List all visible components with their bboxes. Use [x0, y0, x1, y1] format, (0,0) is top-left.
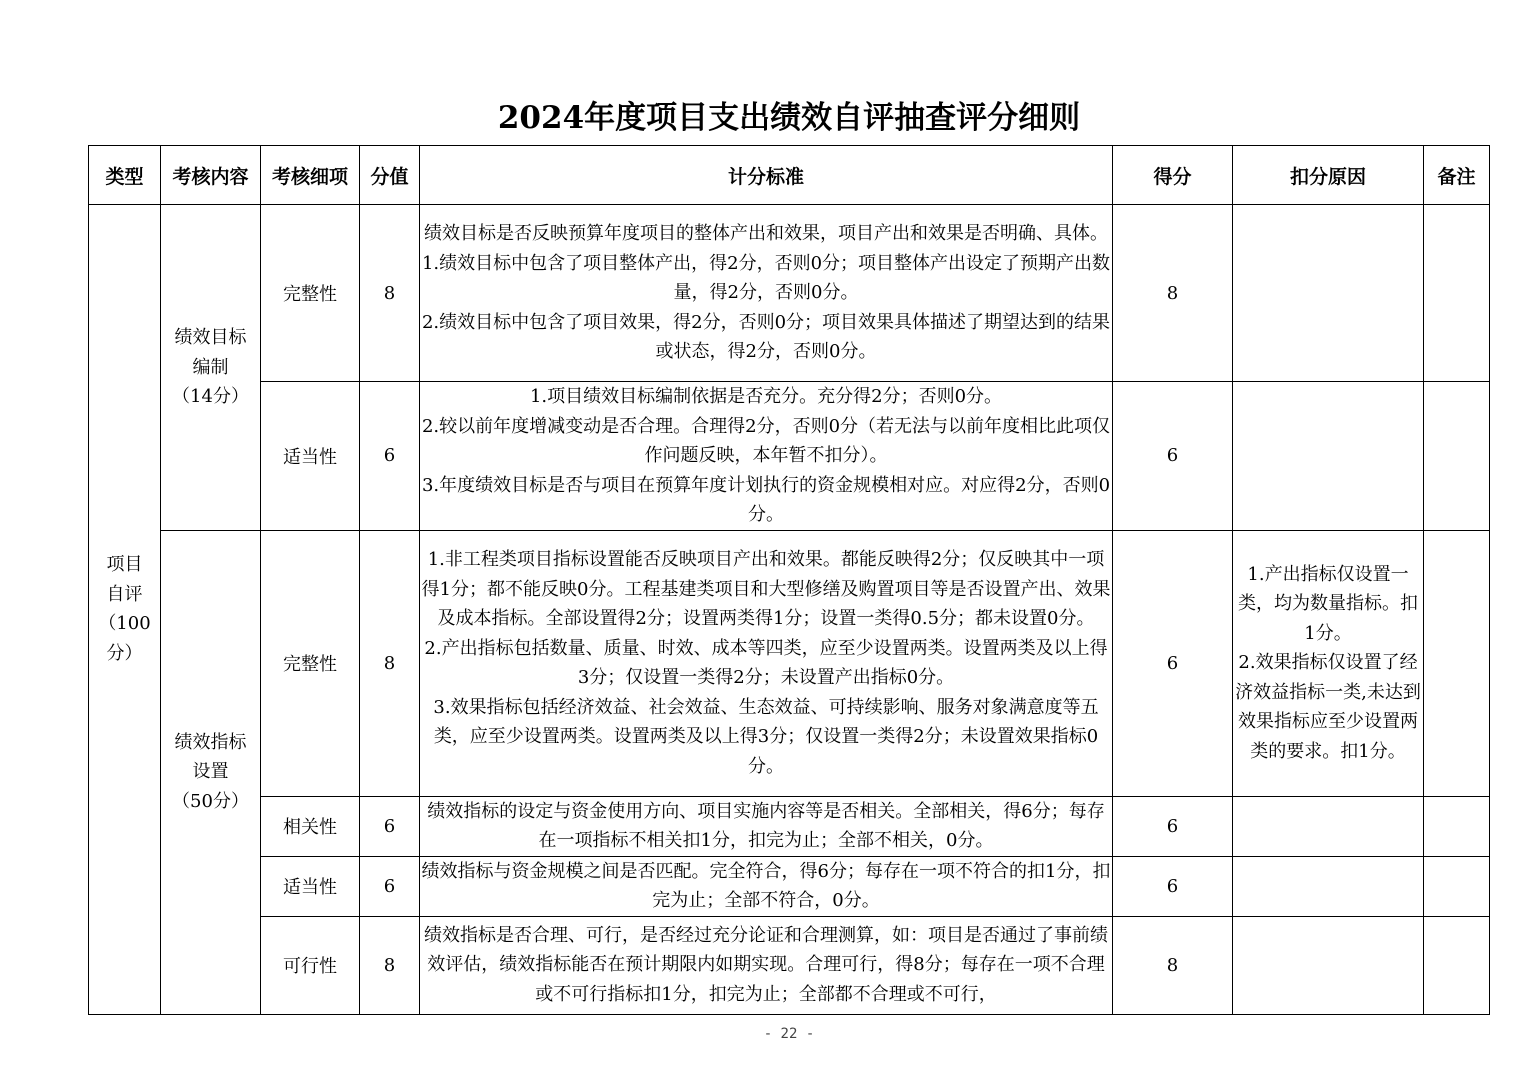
- value-cell: 6: [360, 382, 420, 531]
- group-label-goals: 绩效目标 编制 （14分）: [161, 205, 261, 531]
- table-row: [89, 856, 1490, 916]
- header-value: 分值: [360, 146, 420, 205]
- reason-cell: [1233, 856, 1424, 916]
- scoring-table: [88, 145, 1490, 1015]
- item-cell: 可行性: [261, 916, 360, 1014]
- item-cell: 适当性: [261, 382, 360, 531]
- note-cell: [1424, 856, 1490, 916]
- table-row: [89, 796, 1490, 856]
- type-cell: 项目 自评 （100 分）: [89, 205, 161, 1015]
- note-cell: [1424, 796, 1490, 856]
- value-cell: 8: [360, 530, 420, 796]
- value-cell: 8: [360, 205, 420, 382]
- standard-cell: 绩效指标与资金规模之间是否匹配。完全符合，得6分；每存在一项不符合的扣1分，扣完为止；全部不符合，0分。: [420, 856, 1113, 916]
- table-row: [89, 205, 1490, 382]
- page-number: - 22 -: [763, 1026, 815, 1042]
- reason-cell: [1233, 916, 1424, 1014]
- value-cell: 6: [360, 856, 420, 916]
- header-note: 备注: [1424, 146, 1490, 205]
- header-item: 考核细项: [261, 146, 360, 205]
- table-row: [89, 382, 1490, 531]
- page-title: 2024年度项目支出绩效自评抽查评分细则: [497, 100, 1081, 136]
- score-cell: 6: [1113, 530, 1233, 796]
- reason-cell: [1233, 205, 1424, 382]
- score-cell: 6: [1113, 382, 1233, 531]
- score-cell: 8: [1113, 916, 1233, 1014]
- header-standard: 计分标准: [420, 146, 1113, 205]
- note-cell: [1424, 205, 1490, 382]
- standard-cell: 绩效指标是否合理、可行，是否经过充分论证和合理测算，如：项目是否通过了事前绩效评估，绩效指标能否在预计期限内如期实现。合理可行，得8分；每存在一项不合理或不可行指标扣1分，扣完为止；全部都不合理或不可行，: [420, 916, 1113, 1014]
- score-cell: 6: [1113, 856, 1233, 916]
- standard-cell: 绩效指标的设定与资金使用方向、项目实施内容等是否相关。全部相关，得6分；每存在一项指标不相关扣1分，扣完为止；全部不相关，0分。: [420, 796, 1113, 856]
- item-cell: 完整性: [261, 530, 360, 796]
- item-cell: 相关性: [261, 796, 360, 856]
- note-cell: [1424, 382, 1490, 531]
- header-row: [89, 146, 1490, 205]
- value-cell: 6: [360, 796, 420, 856]
- header-score: 得分: [1113, 146, 1233, 205]
- item-cell: 完整性: [261, 205, 360, 382]
- reason-cell: [1233, 382, 1424, 531]
- header-type: 类型: [89, 146, 161, 205]
- table-row: [89, 916, 1490, 1014]
- note-cell: [1424, 530, 1490, 796]
- value-cell: 8: [360, 916, 420, 1014]
- score-cell: 6: [1113, 796, 1233, 856]
- header-reason: 扣分原因: [1233, 146, 1424, 205]
- group-label-indicators: 绩效指标 设置 （50分）: [161, 530, 261, 1014]
- score-cell: 8: [1113, 205, 1233, 382]
- item-cell: 适当性: [261, 856, 360, 916]
- table-row: [89, 530, 1490, 796]
- standard-cell: 1.项目绩效目标编制依据是否充分。充分得2分；否则0分。 2.较以前年度增减变动是否合理。合理得2分，否则0分（若无法与以前年度相比此项仅作问题反映，本年暂不扣分）。 3.年度绩效目标是否与项目在预算年度计划执行的资金规模相对应。对应得2分，否则0分。: [420, 382, 1113, 531]
- note-cell: [1424, 916, 1490, 1014]
- standard-cell: 绩效目标是否反映预算年度项目的整体产出和效果，项目产出和效果是否明确、具体。 1.绩效目标中包含了项目整体产出，得2分，否则0分；项目整体产出设定了预期产出数量，得2分，否则0分。 2.绩效目标中包含了项目效果，得2分，否则0分；项目效果具体描述了期望达到的结果或状态，得2分，否则0分。: [420, 205, 1113, 382]
- reason-cell: [1233, 796, 1424, 856]
- reason-cell: 1.产出指标仅设置一类，均为数量指标。扣1分。 2.效果指标仅设置了经济效益指标一类,未达到效果指标应至少设置两类的要求。扣1分。: [1233, 530, 1424, 796]
- standard-cell: 1.非工程类项目指标设置能否反映项目产出和效果。都能反映得2分；仅反映其中一项得1分；都不能反映0分。工程基建类项目和大型修缮及购置项目等是否设置产出、效果及成本指标。全部设置得2分；设置两类得1分；设置一类得0.5分；都未设置0分。 2.产出指标包括数量、质量、时效、成本等四类，应至少设置两类。设置两类及以上得3分；仅设置一类得2分；未设置产出指标0分。 3.效果指标包括经济效益、社会效益、生态效益、可持续影响、服务对象满意度等五类，应至少设置两类。设置两类及以上得3分；仅设置一类得2分；未设置效果指标0分。: [420, 530, 1113, 796]
- header-content: 考核内容: [161, 146, 261, 205]
